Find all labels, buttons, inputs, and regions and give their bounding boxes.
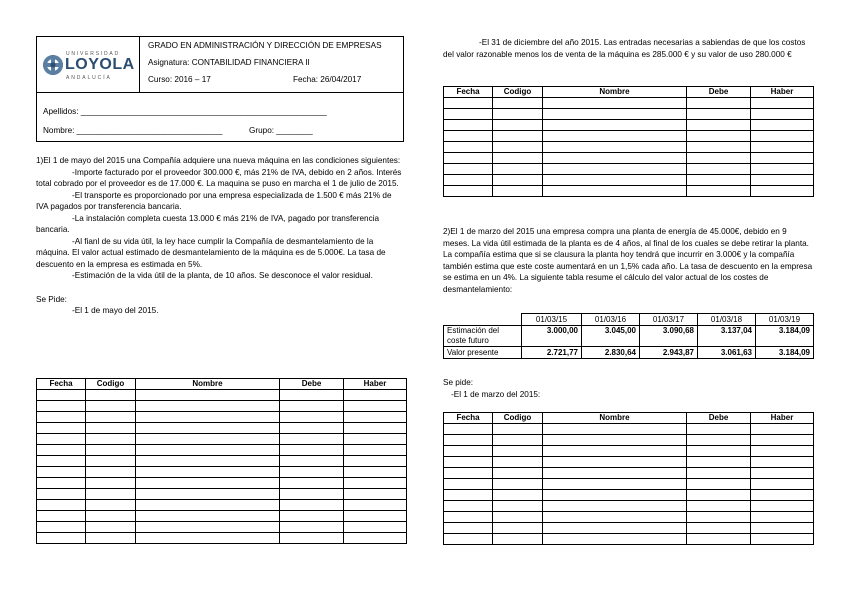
journal-header-cell: Debe xyxy=(687,87,751,98)
journal-entry-cell[interactable] xyxy=(543,523,687,534)
journal-entry-cell[interactable] xyxy=(543,468,687,479)
journal-entry-cell[interactable] xyxy=(493,479,543,490)
journal-entry-row xyxy=(444,142,814,153)
surnames-field[interactable]: Apellidos: ______________________________________________________ xyxy=(43,107,327,116)
pv-date: 01/03/18 xyxy=(698,314,756,326)
journal-entry-cell[interactable] xyxy=(280,478,344,489)
journal-entry-cell[interactable] xyxy=(493,468,543,479)
pv-date: 01/03/16 xyxy=(582,314,640,326)
journal-entry-cell[interactable] xyxy=(280,456,344,467)
journal-entry-cell[interactable] xyxy=(86,500,136,511)
journal-entry-cell[interactable] xyxy=(751,457,814,468)
pv-corner xyxy=(444,314,522,326)
journal-entry-row xyxy=(37,390,407,401)
journal-entry-cell[interactable] xyxy=(444,109,493,120)
journal-entry-cell[interactable] xyxy=(344,445,407,456)
journal-entry-cell[interactable] xyxy=(37,434,86,445)
journal-entry-cell[interactable] xyxy=(543,164,687,175)
pv-value: 3.000,00 xyxy=(522,326,582,347)
journal-entry-cell[interactable] xyxy=(687,164,751,175)
journal-entry-cell[interactable] xyxy=(280,412,344,423)
journal-entry-cell[interactable] xyxy=(444,131,493,142)
journal-entry-cell[interactable] xyxy=(136,390,280,401)
journal-entry-cell[interactable] xyxy=(687,120,751,131)
journal-entry-cell[interactable] xyxy=(687,457,751,468)
journal-header-cell: Debe xyxy=(687,413,751,424)
journal-entry-cell[interactable] xyxy=(543,479,687,490)
journal-entry-cell[interactable] xyxy=(136,500,280,511)
journal-entry-cell[interactable] xyxy=(543,186,687,197)
journal-entry-row xyxy=(444,512,814,523)
journal-entry-cell[interactable] xyxy=(344,434,407,445)
journal-entry-cell[interactable] xyxy=(687,468,751,479)
logo-region-text: ANDALUCÍA xyxy=(66,75,112,81)
journal-entry-cell[interactable] xyxy=(751,109,814,120)
pv-header-row xyxy=(444,314,814,326)
journal-entry-cell[interactable] xyxy=(493,120,543,131)
journal-entry-cell[interactable] xyxy=(444,175,493,186)
journal-entry-cell[interactable] xyxy=(751,523,814,534)
journal-entry-row xyxy=(444,446,814,457)
journal-entry-cell[interactable] xyxy=(136,511,280,522)
pv-date: 01/03/17 xyxy=(640,314,698,326)
journal-entry-cell[interactable] xyxy=(344,401,407,412)
journal-entry-cell[interactable] xyxy=(444,523,493,534)
journal-header-cell: Haber xyxy=(751,413,814,424)
journal-entry-cell[interactable] xyxy=(136,456,280,467)
journal-entry-cell[interactable] xyxy=(751,501,814,512)
journal-entry-cell[interactable] xyxy=(687,109,751,120)
journal-header-row xyxy=(37,379,407,390)
pv-value: 2.943,87 xyxy=(640,347,698,359)
journal-entry-cell[interactable] xyxy=(280,423,344,434)
pv-row-label: Valor presente xyxy=(444,347,522,359)
journal-entry-cell[interactable] xyxy=(136,412,280,423)
journal-entry-cell[interactable] xyxy=(280,500,344,511)
journal-entry-row xyxy=(444,424,814,435)
journal-header-cell: Fecha xyxy=(37,379,86,390)
name-field[interactable]: Nombre: ________________________________ xyxy=(43,126,223,135)
journal-entry-row xyxy=(444,435,814,446)
journal-entry-cell[interactable] xyxy=(280,533,344,544)
journal-entry-cell[interactable] xyxy=(493,435,543,446)
journal-header-cell: Haber xyxy=(751,87,814,98)
pv-value: 3.045,00 xyxy=(582,326,640,347)
journal-entry-cell[interactable] xyxy=(444,468,493,479)
journal-entry-cell[interactable] xyxy=(86,456,136,467)
journal-header-cell: Fecha xyxy=(444,413,493,424)
journal-entry-row xyxy=(37,423,407,434)
journal-entry-row xyxy=(444,490,814,501)
journal-entry-cell[interactable] xyxy=(543,446,687,457)
journal-entry-cell[interactable] xyxy=(687,523,751,534)
journal-entry-cell[interactable] xyxy=(493,490,543,501)
journal-entry-cell[interactable] xyxy=(444,142,493,153)
journal-entry-cell[interactable] xyxy=(444,534,493,545)
journal-entry-row xyxy=(37,533,407,544)
journal-entry-cell[interactable] xyxy=(444,479,493,490)
journal-entry-cell[interactable] xyxy=(543,457,687,468)
pv-value: 2.721,77 xyxy=(522,347,582,359)
journal-entry-cell[interactable] xyxy=(543,512,687,523)
journal-header-row xyxy=(444,87,814,98)
journal-entry-cell[interactable] xyxy=(751,479,814,490)
exercise-1-statement xyxy=(36,155,405,317)
journal-entry-cell[interactable] xyxy=(86,478,136,489)
exercise-1-item: -Al fianl de su vida útil, la ley hace cumplir la Compañía de desmantelamiento de la máquina. El valor actual estimado de desmantelamiento de la máquina es de 5.000€. La tasa de descuento en la empresa es estimada en 5%. xyxy=(36,236,386,269)
journal-entry-cell[interactable] xyxy=(344,533,407,544)
journal-entry-cell[interactable] xyxy=(344,467,407,478)
exercise-1-item: -La instalación completa cuesta 13.000 € más 21% de IVA, pagado por transferencia bancaria. xyxy=(36,213,380,234)
exercise-1-item: -Importe facturado por el proveedor 300.000 €, más 21% de IVA, debido en 2 años. Interés total cobrado por el proveedor es de 17.000 €. La maquina se puso en marcha el 1 de julio de 2015. xyxy=(36,167,402,188)
journal-entry-cell[interactable] xyxy=(751,98,814,109)
journal-table-3 xyxy=(443,412,814,545)
journal-table-2 xyxy=(443,86,814,197)
journal-header-row xyxy=(444,413,814,424)
exercise-2-intro: 2)El 1 de marzo del 2015 una empresa compra una planta de energía de 45.000€, debido en 9 meses. La vida útil estimada de la planta es de 4 años, al final de los cuales se debe retirar la planta. La compañía estima que si se clausura la planta hoy tendrá que incurrir en 3.000€ y la compañía también estima que este coste aumentará en un 1,5% cada año. La tasa de descuento en la empresa se estima en un 4%. La siguiente tabla resume el cálculo del valor actual de los costes de desmantelamiento: xyxy=(443,227,813,294)
journal-entry-cell[interactable] xyxy=(543,435,687,446)
journal-entry-cell[interactable] xyxy=(344,456,407,467)
journal-entry-cell[interactable] xyxy=(444,512,493,523)
exercise-1-task-1: -El 1 de mayo del 2015. xyxy=(72,306,159,315)
journal-entry-cell[interactable] xyxy=(344,390,407,401)
journal-entry-row xyxy=(37,445,407,456)
journal-entry-cell[interactable] xyxy=(751,175,814,186)
journal-entry-row xyxy=(37,467,407,478)
journal-entry-cell[interactable] xyxy=(543,131,687,142)
journal-entry-cell[interactable] xyxy=(37,500,86,511)
journal-entry-cell[interactable] xyxy=(444,435,493,446)
journal-entry-cell[interactable] xyxy=(543,120,687,131)
journal-entry-cell[interactable] xyxy=(751,142,814,153)
journal-entry-cell[interactable] xyxy=(280,445,344,456)
journal-entry-row xyxy=(37,412,407,423)
journal-entry-row xyxy=(37,434,407,445)
journal-entry-cell[interactable] xyxy=(37,467,86,478)
journal-entry-cell[interactable] xyxy=(751,164,814,175)
journal-entry-cell[interactable] xyxy=(344,478,407,489)
journal-entry-cell[interactable] xyxy=(86,412,136,423)
journal-entry-cell[interactable] xyxy=(37,511,86,522)
journal-entry-cell[interactable] xyxy=(86,401,136,412)
university-logo xyxy=(37,37,140,93)
journal-entry-cell[interactable] xyxy=(136,533,280,544)
journal-entry-cell[interactable] xyxy=(444,501,493,512)
journal-entry-cell[interactable] xyxy=(136,434,280,445)
journal-entry-cell[interactable] xyxy=(37,390,86,401)
exam-date: Fecha: 26/04/2017 xyxy=(293,75,362,84)
journal-entry-cell[interactable] xyxy=(344,423,407,434)
pv-row-future-cost xyxy=(444,326,814,347)
journal-entry-cell[interactable] xyxy=(751,490,814,501)
journal-entry-cell[interactable] xyxy=(86,467,136,478)
journal-entry-cell[interactable] xyxy=(493,131,543,142)
journal-entry-row xyxy=(444,109,814,120)
journal-entry-row xyxy=(444,457,814,468)
journal-entry-cell[interactable] xyxy=(687,435,751,446)
journal-entry-cell[interactable] xyxy=(543,175,687,186)
journal-entry-cell[interactable] xyxy=(444,490,493,501)
journal-entry-cell[interactable] xyxy=(86,445,136,456)
pv-value: 3.184,09 xyxy=(756,326,814,347)
journal-entry-cell[interactable] xyxy=(444,186,493,197)
journal-entry-cell[interactable] xyxy=(37,412,86,423)
journal-entry-cell[interactable] xyxy=(751,186,814,197)
journal-entry-cell[interactable] xyxy=(444,120,493,131)
journal-entry-cell[interactable] xyxy=(136,401,280,412)
journal-header-cell: Debe xyxy=(280,379,344,390)
journal-entry-cell[interactable] xyxy=(543,142,687,153)
journal-entry-cell[interactable] xyxy=(280,489,344,500)
journal-entry-cell[interactable] xyxy=(751,120,814,131)
journal-entry-cell[interactable] xyxy=(37,456,86,467)
journal-entry-cell[interactable] xyxy=(136,489,280,500)
journal-entry-cell[interactable] xyxy=(280,401,344,412)
journal-entry-cell[interactable] xyxy=(280,467,344,478)
journal-entry-cell[interactable] xyxy=(86,533,136,544)
journal-entry-cell[interactable] xyxy=(543,98,687,109)
journal-entry-cell[interactable] xyxy=(543,109,687,120)
journal-entry-cell[interactable] xyxy=(37,401,86,412)
journal-entry-cell[interactable] xyxy=(280,511,344,522)
journal-entry-cell[interactable] xyxy=(493,175,543,186)
journal-entry-cell[interactable] xyxy=(444,164,493,175)
exercise-1-se-pide: Se Pide: xyxy=(36,294,67,304)
exercise-1-intro: 1)El 1 de mayo del 2015 una Compañía adquiere una nueva máquina en las condiciones siguientes: xyxy=(36,156,401,165)
pv-row-present-value xyxy=(444,347,814,359)
journal-entry-cell[interactable] xyxy=(493,534,543,545)
journal-entry-cell[interactable] xyxy=(751,534,814,545)
journal-entry-cell[interactable] xyxy=(86,434,136,445)
exercise-1-item: -El transporte es proporcionado por una empresa especializada de 1.500 € más 21% de IVA pagados por transferencia bancaria. xyxy=(36,190,392,211)
course-info xyxy=(140,37,403,93)
journal-entry-cell[interactable] xyxy=(751,153,814,164)
exam-header xyxy=(36,36,404,142)
journal-header-cell: Nombre xyxy=(543,87,687,98)
journal-entry-cell[interactable] xyxy=(543,534,687,545)
journal-entry-cell[interactable] xyxy=(37,522,86,533)
journal-header-cell: Codigo xyxy=(493,87,543,98)
journal-entry-cell[interactable] xyxy=(493,446,543,457)
group-field[interactable]: Grupo: ________ xyxy=(249,126,313,135)
journal-entry-cell[interactable] xyxy=(493,523,543,534)
journal-entry-cell[interactable] xyxy=(751,446,814,457)
journal-entry-cell[interactable] xyxy=(543,490,687,501)
pv-row-label: Estimación del coste futuro xyxy=(444,326,522,347)
journal-entry-cell[interactable] xyxy=(687,446,751,457)
journal-entry-cell[interactable] xyxy=(37,489,86,500)
journal-entry-row xyxy=(444,120,814,131)
journal-entry-cell[interactable] xyxy=(687,479,751,490)
journal-entry-cell[interactable] xyxy=(344,522,407,533)
journal-table-1 xyxy=(36,378,407,544)
journal-entry-cell[interactable] xyxy=(136,423,280,434)
journal-entry-row xyxy=(37,500,407,511)
pv-date: 01/03/19 xyxy=(756,314,814,326)
exercise-2-task-1: -El 1 de marzo del 2015: xyxy=(451,390,541,399)
journal-entry-cell[interactable] xyxy=(493,512,543,523)
journal-entry-cell[interactable] xyxy=(444,153,493,164)
journal-entry-row xyxy=(444,98,814,109)
journal-entry-cell[interactable] xyxy=(687,534,751,545)
journal-entry-row xyxy=(444,186,814,197)
journal-header-cell: Nombre xyxy=(136,379,280,390)
journal-entry-cell[interactable] xyxy=(751,131,814,142)
journal-header-cell: Codigo xyxy=(86,379,136,390)
journal-entry-cell[interactable] xyxy=(86,390,136,401)
course-line: Curso: 2016 – 17 xyxy=(148,75,211,84)
journal-entry-row xyxy=(37,489,407,500)
journal-entry-cell[interactable] xyxy=(751,435,814,446)
journal-entry-cell[interactable] xyxy=(86,522,136,533)
journal-entry-cell[interactable] xyxy=(493,164,543,175)
journal-entry-row xyxy=(444,131,814,142)
journal-entry-row xyxy=(37,401,407,412)
pv-date: 01/03/15 xyxy=(522,314,582,326)
journal-entry-row xyxy=(37,522,407,533)
journal-entry-cell[interactable] xyxy=(493,457,543,468)
journal-entry-cell[interactable] xyxy=(444,457,493,468)
journal-entry-cell[interactable] xyxy=(687,153,751,164)
journal-entry-cell[interactable] xyxy=(493,109,543,120)
journal-entry-row xyxy=(444,523,814,534)
journal-entry-cell[interactable] xyxy=(687,424,751,435)
journal-header-cell: Haber xyxy=(344,379,407,390)
pv-value: 3.061,63 xyxy=(698,347,756,359)
journal-entry-cell[interactable] xyxy=(751,512,814,523)
journal-entry-cell[interactable] xyxy=(751,424,814,435)
journal-entry-cell[interactable] xyxy=(687,98,751,109)
journal-entry-cell[interactable] xyxy=(136,478,280,489)
journal-entry-cell[interactable] xyxy=(543,501,687,512)
journal-entry-row xyxy=(444,468,814,479)
journal-entry-cell[interactable] xyxy=(687,131,751,142)
journal-entry-cell[interactable] xyxy=(344,412,407,423)
exercise-1-task-2: -El 31 de diciembre del año 2015. Las entradas necesarias a sabiendas de que los costos del valor razonable menos los de venta de la máquina es 285.000 € y su valor de uso 280.000 € xyxy=(443,38,806,59)
journal-entry-cell[interactable] xyxy=(493,153,543,164)
journal-entry-cell[interactable] xyxy=(444,424,493,435)
logo-university-text: UNIVERSIDAD xyxy=(66,51,120,57)
journal-entry-row xyxy=(444,164,814,175)
journal-entry-cell[interactable] xyxy=(751,468,814,479)
journal-entry-cell[interactable] xyxy=(344,500,407,511)
journal-entry-row xyxy=(37,511,407,522)
journal-entry-cell[interactable] xyxy=(37,533,86,544)
journal-entry-cell[interactable] xyxy=(493,424,543,435)
degree-title: GRADO EN ADMINISTRACIÓN Y DIRECCIÓN DE EMPRESAS xyxy=(148,41,382,50)
journal-entry-row xyxy=(37,456,407,467)
journal-entry-cell[interactable] xyxy=(37,478,86,489)
journal-entry-cell[interactable] xyxy=(444,446,493,457)
pv-value: 3.090,68 xyxy=(640,326,698,347)
journal-entry-cell[interactable] xyxy=(687,175,751,186)
journal-entry-cell[interactable] xyxy=(344,511,407,522)
journal-entry-row xyxy=(444,175,814,186)
journal-entry-row xyxy=(444,501,814,512)
journal-entry-cell[interactable] xyxy=(543,424,687,435)
journal-entry-cell[interactable] xyxy=(344,489,407,500)
journal-entry-cell[interactable] xyxy=(136,467,280,478)
journal-entry-cell[interactable] xyxy=(687,186,751,197)
journal-entry-cell[interactable] xyxy=(444,98,493,109)
exercise-1-item: -Estimación de la vida útil de la planta, de 10 años. Se desconoce el valor residual. xyxy=(72,271,373,280)
journal-entry-cell[interactable] xyxy=(687,142,751,153)
journal-entry-cell[interactable] xyxy=(493,98,543,109)
journal-entry-row xyxy=(444,534,814,545)
journal-header-cell: Codigo xyxy=(493,413,543,424)
pv-value: 3.184,09 xyxy=(756,347,814,359)
journal-entry-cell[interactable] xyxy=(280,522,344,533)
journal-header-cell: Nombre xyxy=(543,413,687,424)
journal-entry-cell[interactable] xyxy=(37,445,86,456)
journal-entry-cell[interactable] xyxy=(493,501,543,512)
journal-entry-cell[interactable] xyxy=(37,423,86,434)
journal-header-cell: Fecha xyxy=(444,87,493,98)
journal-entry-cell[interactable] xyxy=(136,445,280,456)
pv-value: 2.830,64 xyxy=(582,347,640,359)
pv-value: 3.137,04 xyxy=(698,326,756,347)
logo-name: LOYOLA xyxy=(65,56,135,73)
journal-entry-row xyxy=(444,479,814,490)
journal-entry-row xyxy=(37,478,407,489)
journal-entry-cell[interactable] xyxy=(136,522,280,533)
journal-entry-cell[interactable] xyxy=(280,434,344,445)
journal-entry-cell[interactable] xyxy=(687,512,751,523)
journal-entry-cell[interactable] xyxy=(687,490,751,501)
journal-entry-row xyxy=(444,153,814,164)
present-value-table xyxy=(443,313,814,359)
subject-line: Asignatura: CONTABILIDAD FINANCIERA II xyxy=(148,58,310,67)
journal-entry-cell[interactable] xyxy=(86,423,136,434)
journal-entry-cell[interactable] xyxy=(86,511,136,522)
journal-entry-cell[interactable] xyxy=(86,489,136,500)
exercise-2-se-pide: Se pide: xyxy=(443,378,474,387)
journal-entry-cell[interactable] xyxy=(280,390,344,401)
journal-entry-cell[interactable] xyxy=(543,153,687,164)
journal-entry-cell[interactable] xyxy=(687,501,751,512)
journal-entry-cell[interactable] xyxy=(493,142,543,153)
journal-entry-cell[interactable] xyxy=(493,186,543,197)
